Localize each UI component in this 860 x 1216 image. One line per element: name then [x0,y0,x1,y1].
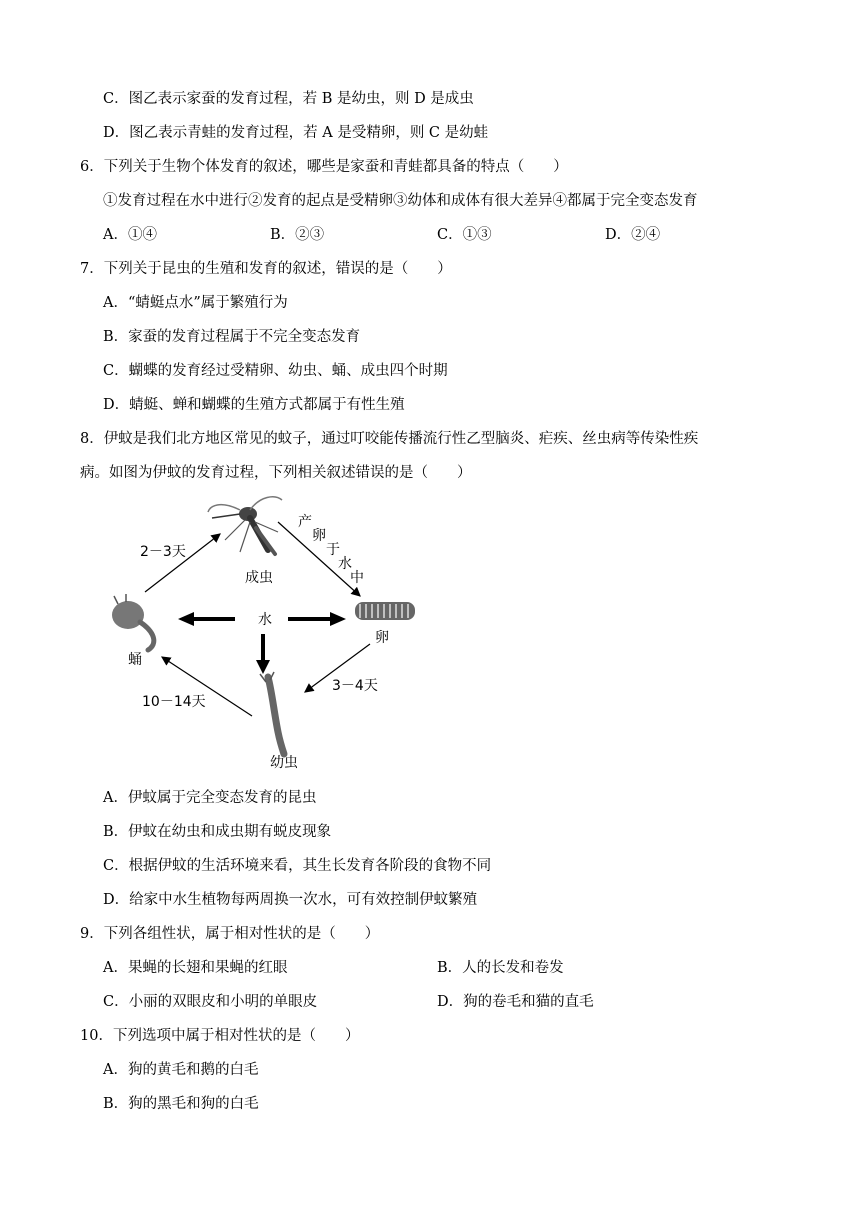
q7-option-c: C．蝴蝶的发育经过受精卵、幼虫、蛹、成虫四个时期 [103,363,448,379]
q9-stem: 9．下列各组性状，属于相对性状的是（ ） [80,926,380,942]
q6-statement: ①发育过程在水中进行②发育的起点是受精卵③幼体和成体有很大差异④都属于完全变态发育 [103,193,698,209]
q6-option-d: D．②④ [605,227,661,243]
q10-option-a: A．狗的黄毛和鹅的白毛 [103,1062,259,1078]
q10-option-b: B．狗的黑毛和狗的白毛 [103,1096,259,1112]
label-lay-char-4: 水 [338,556,352,572]
label-egg: 卵 [375,630,389,646]
label-pupa: 蛹 [128,652,142,668]
label-time-egg-larva: 3－4天 [332,678,378,694]
pupa-image [112,594,154,650]
q10-stem: 10．下列选项中属于相对性状的是（ ） [80,1028,360,1044]
q8-option-c: C．根据伊蚊的生活环境来看，其生长发育各阶段的食物不同 [103,858,492,874]
q9-option-d: D．狗的卷毛和猫的直毛 [437,994,594,1010]
q9-option-a: A．果蝇的长翅和果蝇的红眼 [103,960,288,976]
mosquito-lifecycle-diagram [100,492,430,782]
q6-option-b: B．②③ [270,227,325,243]
q7-stem: 7．下列关于昆虫的生殖和发育的叙述，错误的是（ ） [80,261,452,277]
label-lay-char-5: 中 [350,570,364,586]
q8-option-a: A．伊蚊属于完全变态发育的昆虫 [103,790,317,806]
q5-option-d: D．图乙表示青蛙的发育过程，若 A 是受精卵，则 C 是幼蛙 [103,125,489,141]
label-water: 水 [258,612,272,628]
q8-stem-line1: 8．伊蚊是我们北方地区常见的蚊子，通过叮咬能传播流行性乙型脑炎、疟疾、丝虫病等传染性疾 [80,431,699,447]
label-time-larva-pupa: 10－14天 [142,694,206,710]
label-time-pupa-adult: 2－3天 [140,544,186,560]
q9-option-c: C．小丽的双眼皮和小明的单眼皮 [103,994,318,1010]
larva-image [260,672,284,754]
label-lay-char-2: 卵 [312,528,326,544]
q9-option-b: B．人的长发和卷发 [437,960,564,976]
q7-option-d: D．蜻蜓、蝉和蝴蝶的生殖方式都属于有性生殖 [103,397,405,413]
q8-option-b: B．伊蚊在幼虫和成虫期有蜕皮现象 [103,824,332,840]
egg-raft-image [355,602,415,620]
q7-option-b: B．家蚕的发育过程属于不完全变态发育 [103,329,361,345]
q8-option-d: D．给家中水生植物每两周换一次水，可有效控制伊蚊繁殖 [103,892,478,908]
arrow-pupa-to-adult [145,534,220,592]
label-larva: 幼虫 [270,755,298,771]
q7-option-a: A．“蜻蜓点水”属于繁殖行为 [103,295,288,311]
q6-option-a: A．①④ [103,227,157,243]
adult-mosquito-image [208,497,282,554]
q8-stem-line2: 病。如图为伊蚊的发育过程，下列相关叙述错误的是（ ） [80,465,472,481]
label-adult: 成虫 [245,570,273,586]
q6-option-c: C．①③ [437,227,492,243]
q5-option-c: C．图乙表示家蚕的发育过程，若 B 是幼虫，则 D 是成虫 [103,91,474,107]
label-lay-char-1: 产 [298,514,312,530]
q6-stem: 6．下列关于生物个体发育的叙述，哪些是家蚕和青蛙都具备的特点（ ） [80,159,568,175]
label-lay-char-3: 于 [326,542,340,558]
